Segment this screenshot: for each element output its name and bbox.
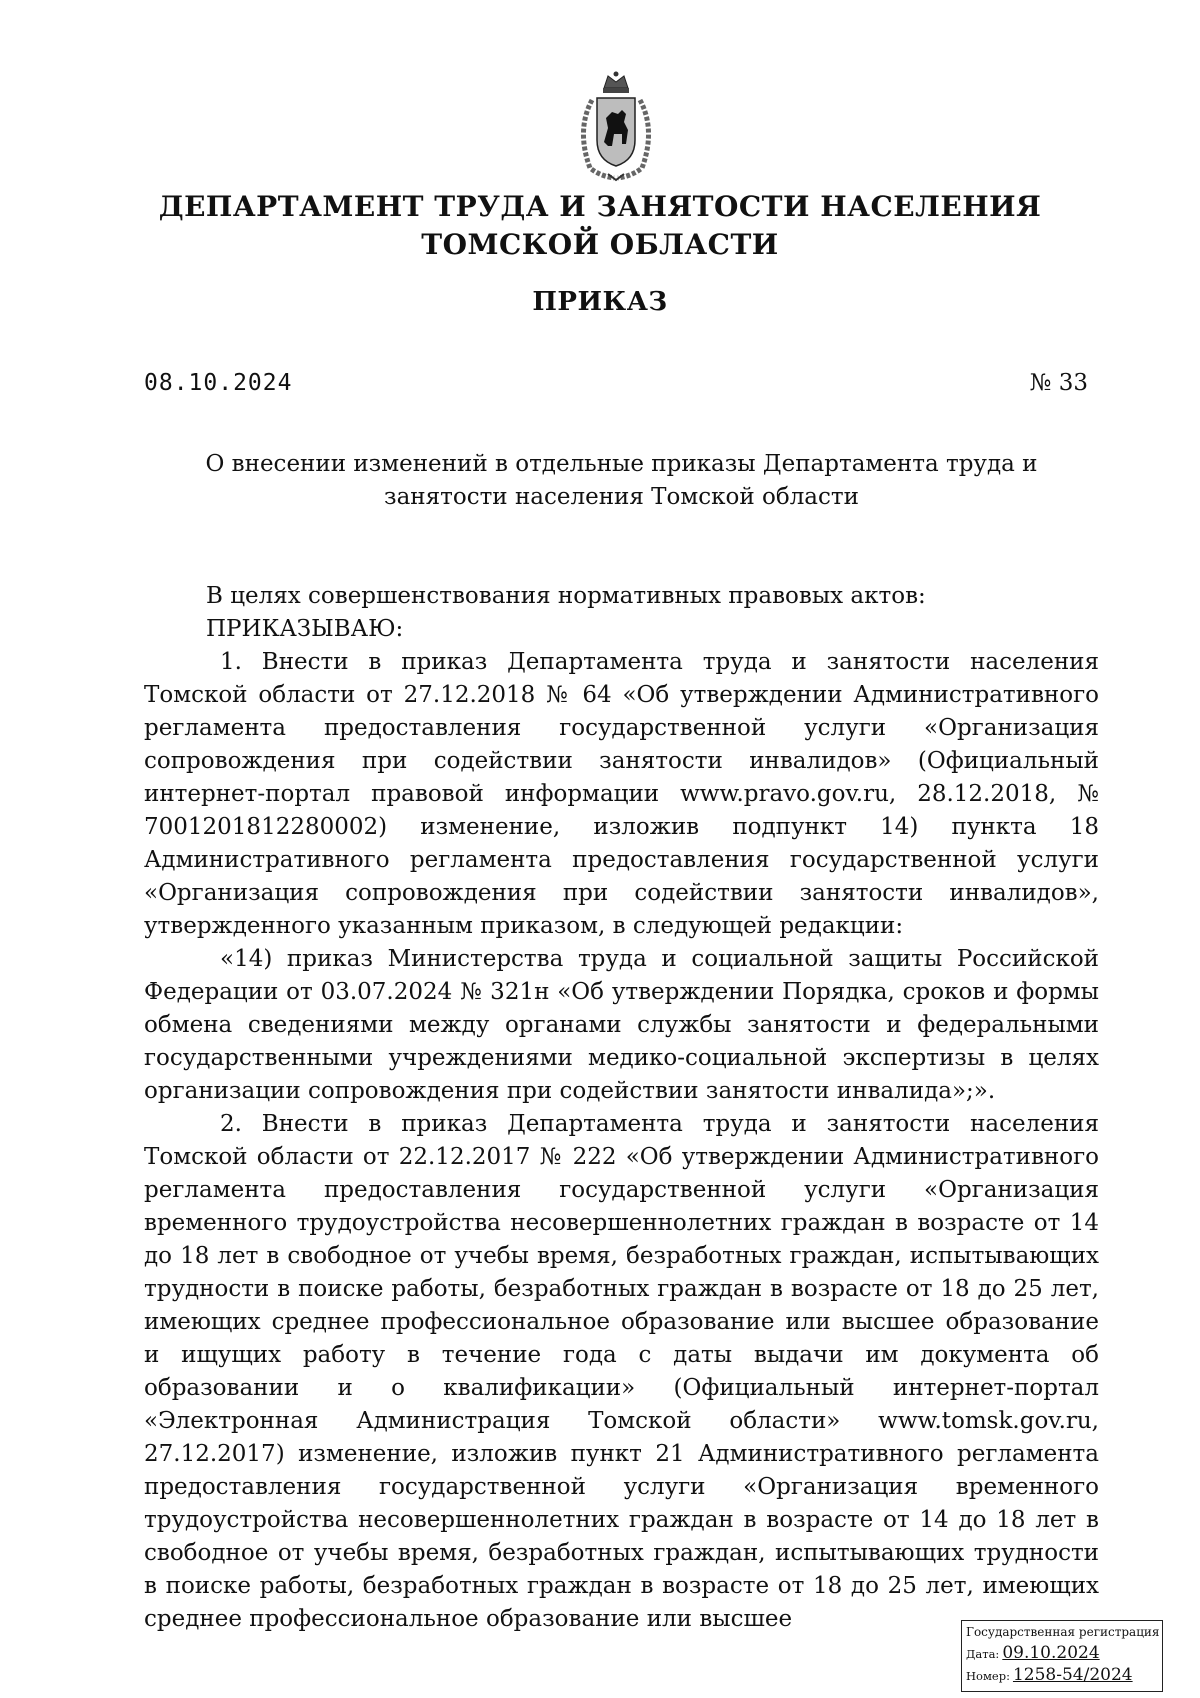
item-1-quote-paragraph: «14) приказ Министерства труда и социальной защиты Российской Федерации от 03.07.2024 № 321н «Об утверждении Порядка, сроков и формы обмена сведениями между органами службы занятости и федеральными государственными учреждениями медико-социальной экспертизы в целях организации сопровождения при содействии занятости инвалида»;». (144, 946, 1099, 1104)
registration-date-value: 09.10.2024 (1002, 1643, 1100, 1663)
registration-number-value: 1258-54/2024 (1012, 1665, 1133, 1685)
item-1-paragraph: 1. Внести в приказ Департамента труда и занятости населения Томской области от 27.12.2018 № 64 «Об утверждении Административного регламента предоставления государственной услуги «Организация сопровождения при содействии занятости инвалидов» (Официальный интернет-портал правовой информации www.pravo.gov.ru, 28.12.2018, № 7001201812280002) изменение, изложив подпункт 14) пункта 18 Административного регламента предоставления государственной услуги «Организация сопровождения при содействии занятости инвалидов», утвержденного указанным приказом, в следующей редакции: (144, 649, 1099, 939)
document-type: ПРИКАЗ (532, 287, 668, 317)
registration-stamp (961, 1620, 1163, 1692)
intro-paragraph: В целях совершенствования нормативных правовых актов: (206, 583, 926, 609)
registration-stamp-title: Государственная регистрация (966, 1625, 1160, 1639)
registration-number-label: Номер: (966, 1669, 1010, 1683)
item-2-paragraph: 2. Внести в приказ Департамента труда и занятости населения Томской области от 22.12.2017 № 222 «Об утверждении Административного регламента предоставления государственной услуги «Организация временного трудоустройства несовершеннолетних граждан в возрасте от 14 до 18 лет в свободное от учебы время, безработных граждан, испытывающих трудности в поиске работы, безработных граждан в возрасте от 18 до 25 лет, имеющих среднее профессиональное образование или высшее образование и ищущих работу в течение года с даты выдачи им документа об образовании и о квалификации» (Официальный интернет-портал «Электронная Администрация Томской области» www.tomsk.gov.ru, 27.12.2017) изменение, изложив пункт 21 Административного регламента предоставления государственной услуги «Организация временного трудоустройства несовершеннолетних граждан в возрасте от 14 до 18 лет в свободное от учебы время, безработных граждан, испытывающих трудности в поиске работы, безработных граждан в возрасте от 18 до 25 лет, имеющих среднее профессиональное образование или высшее (144, 1111, 1099, 1632)
order-word: ПРИКАЗЫВАЮ: (206, 616, 404, 642)
department-name-line2: ТОМСКОЙ ОБЛАСТИ (421, 228, 779, 261)
registration-number-row (966, 1665, 1162, 1687)
order-date: 08.10.2024 (144, 370, 293, 396)
registration-date-label: Дата: (966, 1647, 1000, 1661)
order-number: № 33 (1029, 370, 1088, 396)
department-name-line1: ДЕПАРТАМЕНТ ТРУДА И ЗАНЯТОСТИ НАСЕЛЕНИЯ (158, 190, 1042, 223)
coat-of-arms-icon (570, 70, 662, 182)
order-subject: О внесении изменений в отдельные приказы Департамента труда и занятости населения Томской области (205, 451, 1038, 510)
order-body (144, 580, 1099, 1636)
registration-date-row (966, 1643, 1162, 1665)
